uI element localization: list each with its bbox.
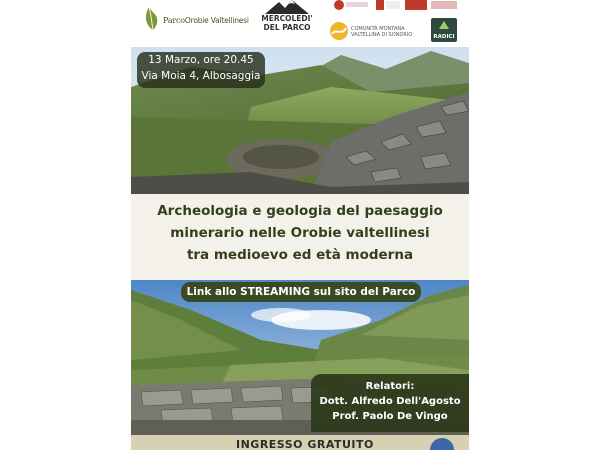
title-line2: minerario nelle Orobie valtellinesi <box>170 225 430 241</box>
radici-logo <box>431 18 457 42</box>
comunita-montana-logo <box>329 20 424 42</box>
sponsor-logos <box>329 0 469 14</box>
speaker-1: Dott. Alfredo Dell'Agosto <box>319 396 461 407</box>
sponsor-logo-icon <box>329 0 469 12</box>
cm-line1: COMUNITÀ MONTANA <box>351 26 405 32</box>
mercoledi-line1: MERCOLEDI' <box>261 14 313 23</box>
sun-emblem-icon <box>329 20 349 42</box>
mercoledi-line2: DEL PARCO <box>263 23 311 32</box>
partner-emblem-icon <box>430 438 454 450</box>
speakers-label: Relatori: <box>365 381 415 392</box>
title-line3: tra medioevo ed età moderna <box>186 247 414 263</box>
parco-logo-prefix: Parco <box>163 16 185 25</box>
poster-header <box>131 0 469 47</box>
free-admission-text: INGRESSO GRATUITO <box>236 438 374 450</box>
cm-line2: VALTELLINA DI SONDRIO <box>351 32 413 38</box>
talk-title <box>131 200 469 266</box>
event-date-time: 13 Marzo, ore 20.45 <box>148 54 254 66</box>
speaker-2: Prof. Paolo De Vingo <box>332 411 448 422</box>
speakers-box <box>311 374 469 432</box>
event-info-box <box>137 52 265 88</box>
title-line1: Archeologia e geologia del paesaggio <box>157 203 443 219</box>
radici-tree-icon <box>431 19 457 33</box>
poster-footer <box>131 435 469 450</box>
event-address: Via Moia 4, Albosaggia <box>141 70 261 82</box>
event-poster <box>131 0 469 450</box>
streaming-link-banner[interactable]: Link allo STREAMING sul sito del Parco <box>181 282 421 302</box>
leaf-icon <box>143 5 163 31</box>
parco-orobie-logo <box>141 3 249 37</box>
mercoledi-del-parco-logo <box>251 0 323 40</box>
parco-logo-name: Orobie Valtellinesi <box>184 16 249 25</box>
radici-label: RADICI <box>433 34 455 40</box>
mountain-icon <box>265 0 309 14</box>
